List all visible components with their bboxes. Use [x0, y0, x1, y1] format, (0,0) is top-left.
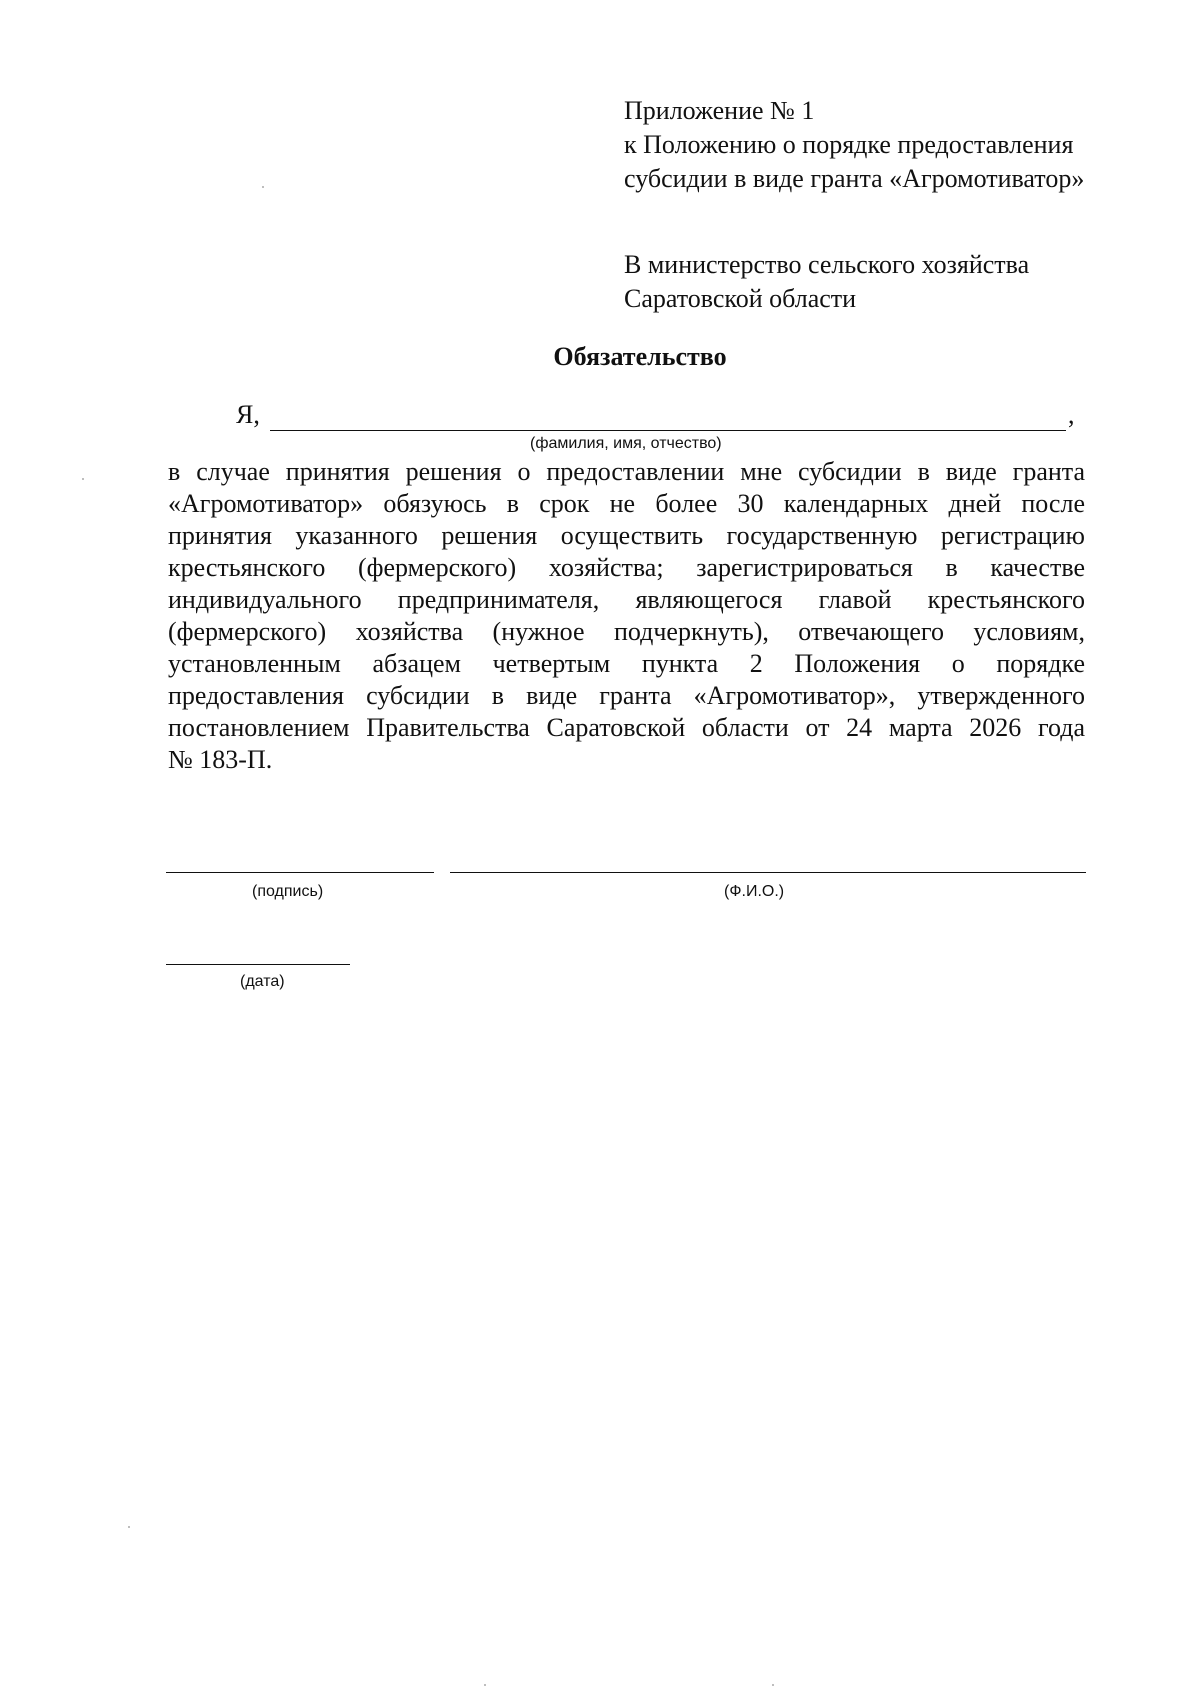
fio-caption: (Ф.И.О.)	[724, 883, 785, 900]
body-line: в случае принятия решения о предоставлении мне субсидии в виде гранта	[168, 457, 1085, 486]
date-caption: (дата)	[240, 973, 285, 990]
declarant-name-blank[interactable]	[270, 430, 1066, 431]
scan-speck	[82, 478, 84, 480]
declarant-caption: (фамилия, имя, отчество)	[530, 435, 722, 452]
body-line: (фермерского) хозяйства (нужное подчеркнуть), отвечающего условиям,	[168, 617, 1085, 646]
declarant-line	[236, 392, 1086, 432]
body-line: принятия указанного решения осуществить государственную регистрацию	[168, 521, 1085, 550]
addressee	[624, 248, 1029, 316]
document-title: Обязательство	[553, 342, 727, 371]
body-line: «Агромотиватор» обязуюсь в срок не более 30 календарных дней после	[168, 489, 1085, 518]
addressee-line-1: В министерство сельского хозяйства	[624, 250, 1030, 279]
body-line: предоставления субсидии в виде гранта «Агромотиватор», утвержденного	[168, 681, 1085, 710]
signature-blank[interactable]	[166, 872, 434, 873]
date-blank[interactable]	[166, 964, 350, 965]
scan-speck	[128, 1526, 130, 1528]
addressee-line-2: Саратовской области	[624, 284, 857, 313]
obligation-body	[168, 456, 1085, 776]
body-line: № 183-П.	[168, 745, 273, 774]
declarant-prefix: Я,	[236, 400, 260, 429]
body-line: постановлением Правительства Саратовской области от 24 марта 2026 года	[168, 713, 1085, 742]
appendix-header	[624, 94, 1084, 196]
scan-speck	[262, 186, 264, 188]
appendix-line-1: Приложение № 1	[624, 96, 815, 125]
fio-blank[interactable]	[450, 872, 1086, 873]
body-line: индивидуального предпринимателя, являющегося главой крестьянского	[168, 585, 1085, 614]
body-line: крестьянского (фермерского) хозяйства; зарегистрироваться в качестве	[168, 553, 1085, 582]
scan-speck	[772, 1684, 774, 1686]
scan-speck	[484, 1684, 486, 1686]
body-line: установленным абзацем четвертым пункта 2 Положения о порядке	[168, 649, 1085, 678]
appendix-line-2: к Положению о порядке предоставления	[624, 130, 1074, 159]
signature-caption: (подпись)	[252, 883, 324, 900]
appendix-line-3: субсидии в виде гранта «Агромотиватор»	[624, 164, 1085, 193]
declarant-suffix: ,	[1068, 400, 1075, 429]
